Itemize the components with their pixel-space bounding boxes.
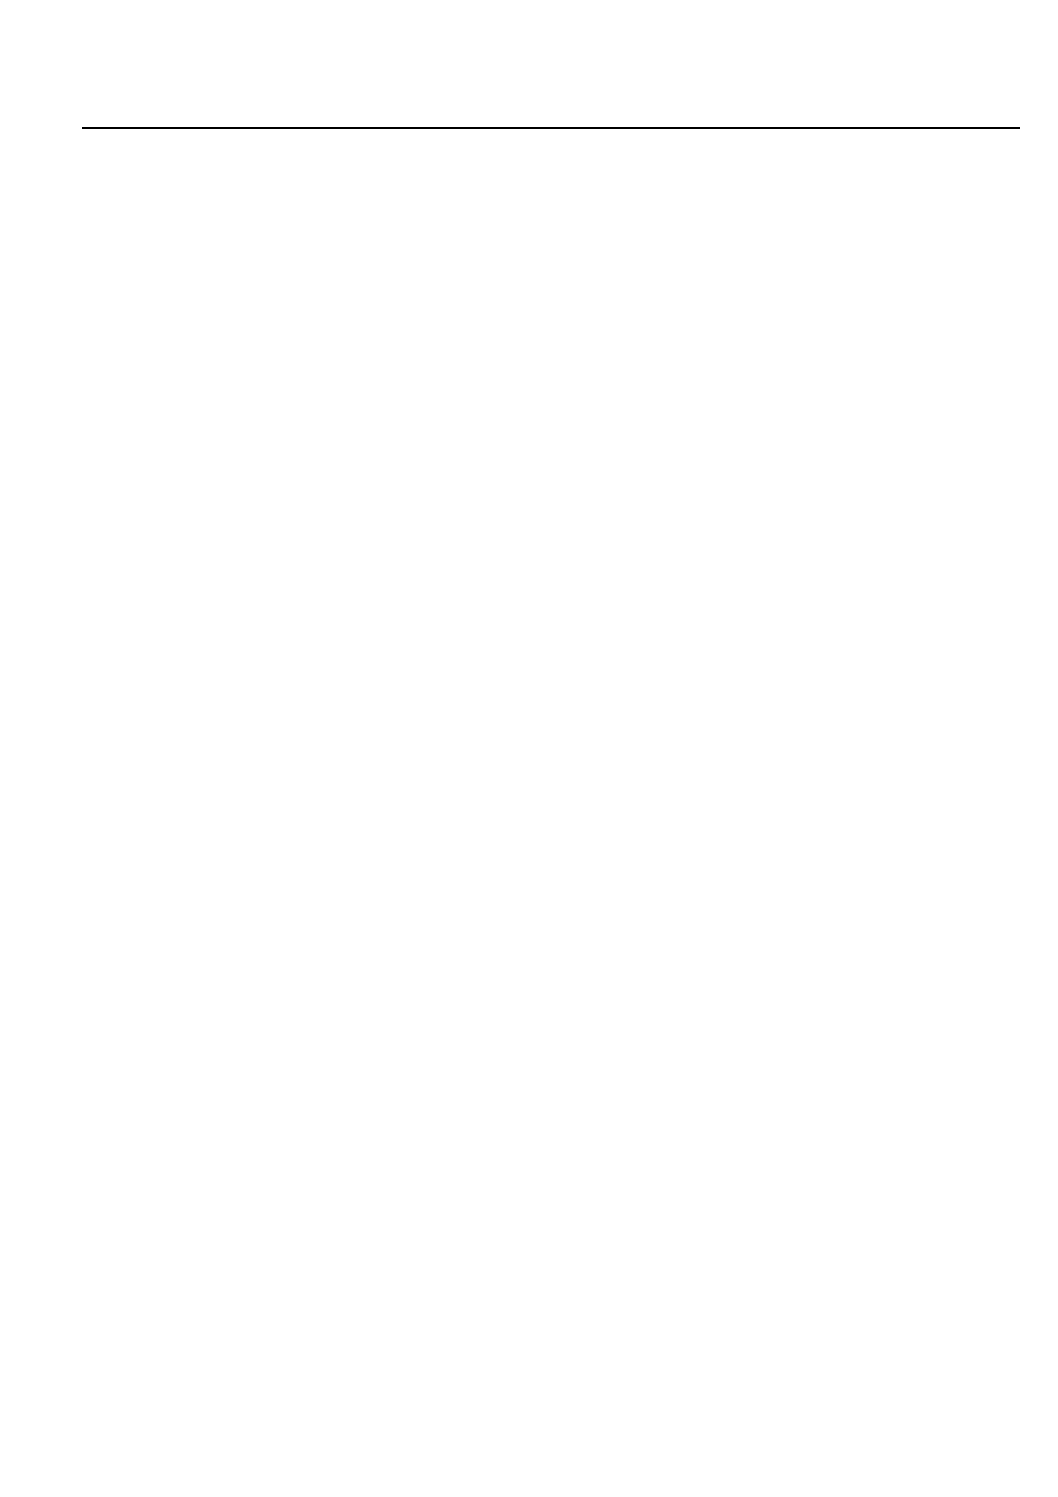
results-table <box>82 127 1020 129</box>
